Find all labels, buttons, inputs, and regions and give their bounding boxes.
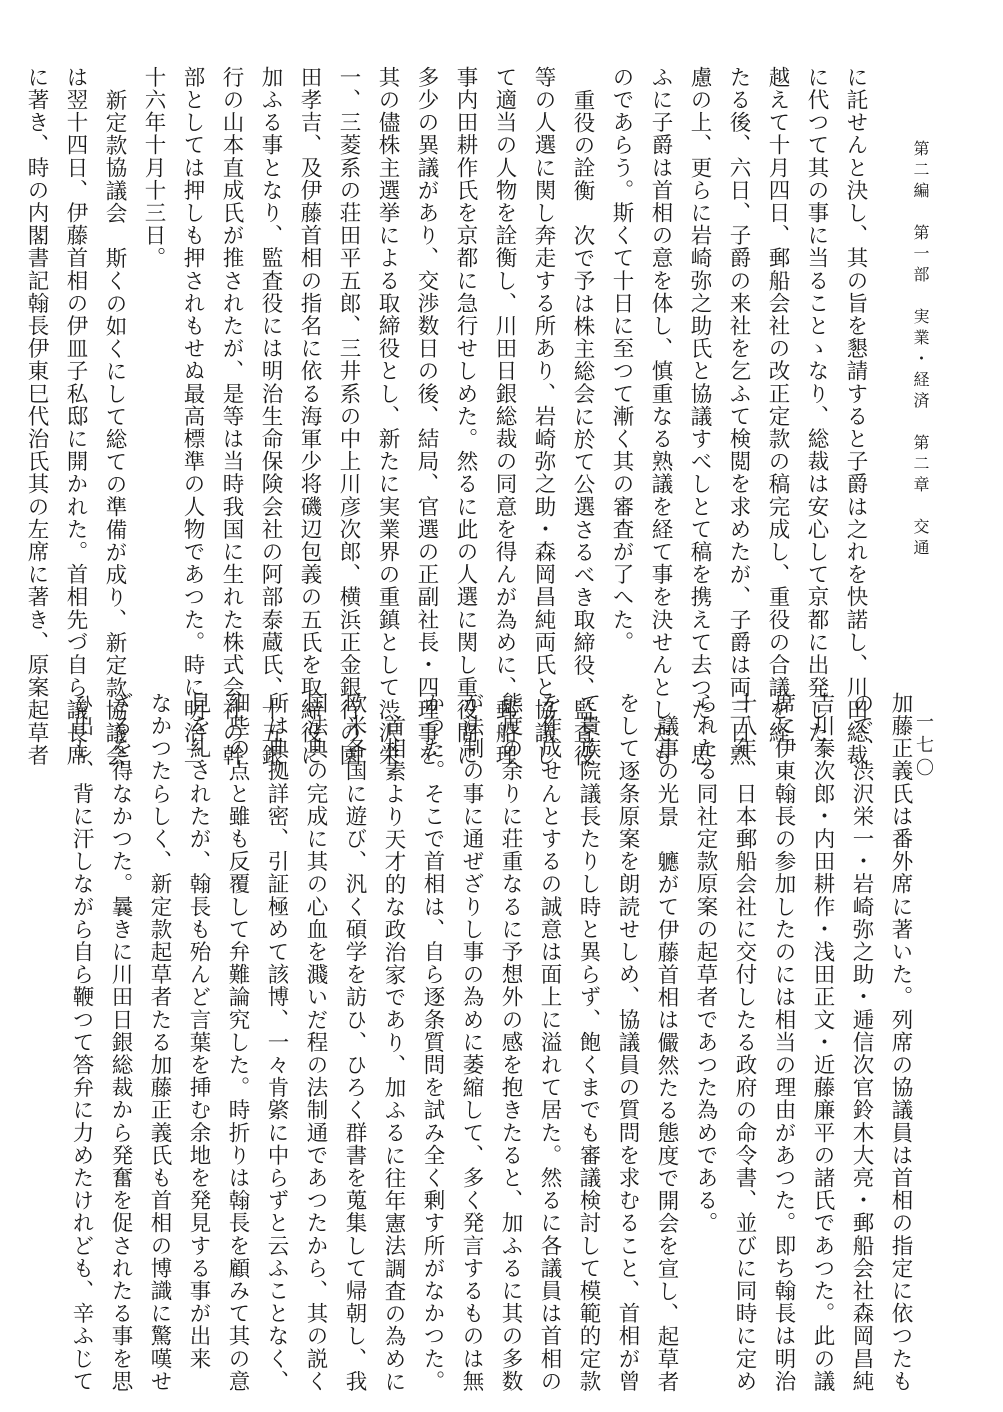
lower-text-column: 加藤正義氏は番外席に著いた。列席の協議員は首相の指定に依つたも <box>888 692 913 1393</box>
lower-text-column: 細些の点と雖も反覆して弁難論究した。時折りは翰長を顧みて其の意 <box>225 692 250 1393</box>
lower-text-column: 席に伊東翰長の参加したのには相当の理由があつた。即ち翰長は明治 <box>771 692 796 1393</box>
lower-text-column: 議事の光景 軈がて伊藤首相は儼然たる態度で開会を宣し、起草者 <box>654 715 679 1393</box>
upper-text-column: 行の山本直成氏が推されたが、是等は当時我国に生れた株式会社の幹 <box>219 66 244 767</box>
lower-text-block <box>69 692 920 1393</box>
lower-text-column: ので、渋沢栄一・岩崎弥之助・逓信次官鈴木大亮・郵船会社森岡昌純 <box>849 692 874 1393</box>
lower-text-column: ざるを得なかつた。曩きに川田日銀総裁から発奮を促されたる事を思 <box>108 692 133 1393</box>
upper-text-column: 十六年十月十三日。 <box>141 66 166 270</box>
upper-text-column: は翌十四日、伊藤首相の伊皿子私邸に開かれた。首相先づ自ら議長席 <box>63 66 88 767</box>
upper-text-column: 加ふる事となり、監査役には明治生命保険会社の阿部泰蔵氏、十五銀 <box>258 66 283 767</box>
upper-text-column: 事内田耕作氏を京都に急行せしめた。然るに此の人選に関し重役間に <box>453 66 478 767</box>
lower-text-column: 国法典の完成に其の心血を濺いだ程の法制通であつたから、其の説く <box>303 692 328 1393</box>
upper-text-column: に著き、時の内閣書記翰長伊東巳代治氏其の左席に著き、原案起草者 <box>24 66 49 767</box>
upper-text-column: に託せんと決し、其の旨を懇請すると子爵は之れを快諾し、川田総裁 <box>843 66 868 767</box>
upper-text-column: 越えて十月四日、郵船会社の改正定款の稿完成し、重役の合議を経 <box>765 66 790 744</box>
lower-text-column: をして逐条原案を朗読せしめ、協議員の質問を求むること、首相が曾 <box>615 692 640 1393</box>
upper-text-column: ふに子爵は首相の意を体し、慎重なる熟議を経て事を決せんとしたも <box>648 66 673 767</box>
upper-text-column: 多少の異議があり、交渉数日の後、結局、官選の正副社長・四理事を <box>414 66 439 767</box>
upper-text-column: のであらう。斯くて十日に至つて漸く其の審査が了へた。 <box>609 66 634 654</box>
lower-text-column: て貴族院議長たりし時と異らず、飽くまでも審議検討して模範的定款 <box>576 692 601 1393</box>
running-header: 第二編 第一部 実業・経済 第二章 交通 <box>911 140 930 560</box>
lower-text-column: が法制の事に通ぜざりし事の為めに萎縮して、多く発言するものは無 <box>459 692 484 1393</box>
upper-text-column: て適当の人物を詮衡し、川田日銀総裁の同意を得んが為めに、郵船理 <box>492 66 517 767</box>
lower-text-column: を作成せんとするの誠意は面上に溢れて居た。然るに各議員は首相の <box>537 692 562 1393</box>
upper-text-column: 一、三菱系の荘田平五郎、三井系の中上川彦次郎、横浜正金銀行の園 <box>336 66 361 767</box>
upper-text-column: 等の人選に関し奔走する所あり、岩崎弥之助・森岡昌純両氏と協議し <box>531 66 556 767</box>
lower-text-column: ひ出し、背に汗しながら自ら鞭つて答弁に力めたけれども、辛ふじて <box>69 692 94 1393</box>
lower-text-column: 首相素より天才的な政治家であり、加ふるに往年憲法調査の為めに <box>381 715 406 1393</box>
upper-text-column: 田孝吉、及伊藤首相の指名に依る海軍少将磯辺包義の五氏を取締役に <box>297 66 322 767</box>
upper-text-column: 其の儘株主選挙による取締役とし、新たに実業界の重鎮として渋沢栄 <box>375 66 400 767</box>
lower-text-column: 吉川泰次郎・内田耕作・浅田正文・近藤廉平の諸氏であつた。此の議 <box>810 692 835 1393</box>
lower-text-column: 欧米各国に遊び、汎く碩学を訪ひ、ひろく群書を蒐集して帰朝し、我 <box>342 692 367 1393</box>
upper-text-column: に代つて其の事に当ることゝなり、総裁は安心して京都に出発した。 <box>804 66 829 767</box>
lower-text-column: なかつたらしく、新定款起草者たる加藤正義氏も首相の博識に驚嘆せ <box>147 692 172 1393</box>
upper-text-column: 重役の詮衡 次で予は株主総会に於て公選さるべき取締役、監査役 <box>570 89 595 767</box>
lower-text-column: 態度の余りに荘重なるに予想外の感を抱きたると、加ふるに其の多数 <box>498 692 523 1393</box>
page-number: 一七〇 <box>913 712 934 781</box>
upper-text-column: 新定款協議会 斯くの如くにして総ての準備が成り、新定款協議会 <box>102 89 127 767</box>
lower-text-column: 十八年、日本郵船会社に交付したる政府の命令書、並びに同時に定め <box>732 692 757 1393</box>
upper-text-column: 慮の上、更らに岩崎弥之助氏と協議すべしとて稿を携えて去つた。思 <box>687 66 712 767</box>
upper-text-block <box>24 66 875 767</box>
upper-text-column: たる後、六日、子爵の来社を乞ふて検閲を求めたが、子爵は両三日熟 <box>726 66 751 767</box>
lower-text-column: られたる同社定款原案の起草者であつた為めである。 <box>693 692 718 1235</box>
upper-text-column: 部としては押しも押されもせぬ最高標準の人物であつた。時に明治二 <box>180 66 205 767</box>
lower-text-column: 所は典拠詳密、引証極めて該博、一々肯綮に中らずと云ふことなく、 <box>264 692 289 1393</box>
lower-text-column: 見を糺されたが、翰長も殆んど言葉を挿む余地を発見する事が出来 <box>186 692 211 1370</box>
lower-text-column: かつた。そこで首相は、自ら逐条質問を試み全く剰す所がなかつた。 <box>420 692 445 1393</box>
